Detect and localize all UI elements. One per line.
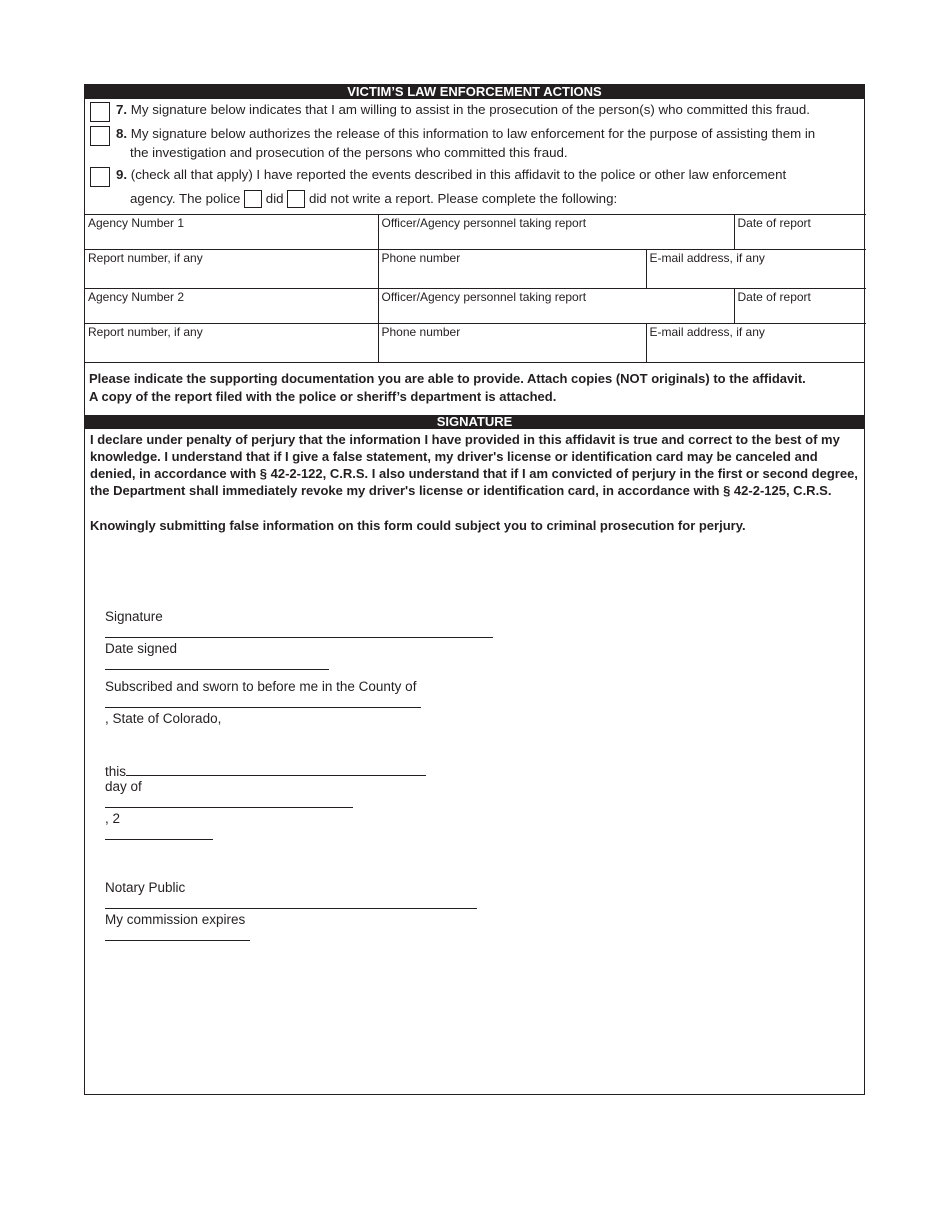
report-number-1-field[interactable] [85, 250, 378, 289]
email-2-field[interactable] [646, 324, 866, 362]
phone-number-2-field[interactable] [378, 324, 646, 362]
phone-number-1-field[interactable] [378, 250, 646, 289]
date-of-report-1-field[interactable] [734, 215, 866, 250]
did-label: did [265, 191, 284, 206]
county-field[interactable] [105, 694, 421, 708]
year-prefix-label: , 2 [105, 811, 121, 826]
phone-number-1-label: Phone number [381, 251, 461, 265]
email-2-label: E-mail address, if any [649, 325, 765, 339]
report-details-table [85, 214, 866, 362]
police-did-checkbox[interactable] [244, 190, 262, 208]
notary-line [90, 865, 856, 959]
item-9-agency-text: agency. The police [130, 191, 241, 206]
item-7-text: My signature below indicates that I am willing to assist in the prosecution of the person(s) who committed this fraud. [130, 102, 810, 117]
agency-number-2-field[interactable] [85, 289, 378, 324]
officer-1-label: Officer/Agency personnel taking report [381, 216, 587, 230]
report-number-2-label: Report number, if any [88, 325, 203, 339]
signature-field[interactable] [105, 624, 493, 638]
officer-2-label: Officer/Agency personnel taking report [381, 290, 587, 304]
agency-number-1-label: Agency Number 1 [88, 216, 185, 230]
officer-1-field[interactable] [378, 215, 734, 250]
year-field[interactable] [105, 826, 213, 840]
state-label: , State of Colorado, [105, 711, 222, 726]
date-signed-label: Date signed [105, 641, 178, 656]
item-9-checkbox[interactable] [90, 167, 110, 187]
month-field[interactable] [105, 794, 353, 808]
table-row [85, 250, 866, 289]
item-9 [85, 165, 864, 214]
item-9-text-line1: (check all that apply) I have reported the events described in this affidavit to the police or other law enforcement [130, 167, 787, 182]
signature-label: Signature [105, 609, 163, 624]
report-number-1-label: Report number, if any [88, 251, 203, 265]
date-of-report-2-label: Date of report [737, 290, 811, 304]
agency-number-2-label: Agency Number 2 [88, 290, 185, 304]
date-of-report-2-field[interactable] [734, 289, 866, 324]
report-number-2-field[interactable] [85, 324, 378, 362]
day-field[interactable] [126, 762, 426, 776]
email-1-field[interactable] [646, 250, 866, 289]
item-7 [85, 99, 864, 123]
note-line-1: Please indicate the supporting documentation you are able to provide. Attach copies (NOT originals) to the affidavit. [89, 370, 806, 386]
signature-header: SIGNATURE [85, 415, 864, 429]
this-label: this [105, 764, 127, 779]
perjury-warning: Knowingly submitting false information on this form could subject you to criminal prosecution for perjury. [90, 517, 746, 533]
date-line [90, 747, 856, 858]
notary-public-field[interactable] [105, 895, 477, 909]
item-8-number: 8. [116, 126, 128, 141]
table-row [85, 215, 866, 250]
item-8-text-line1: My signature below authorizes the release of this information to law enforcement for the purpose of assisting them in [130, 126, 816, 141]
item-7-checkbox[interactable] [90, 102, 110, 122]
supporting-documentation-note [85, 362, 864, 415]
item-8 [85, 123, 864, 165]
table-row [85, 289, 866, 324]
item-8-text-line2: the investigation and prosecution of the persons who committed this fraud. [130, 145, 568, 160]
item-8-checkbox[interactable] [90, 126, 110, 146]
law-enforcement-header: VICTIM’S LAW ENFORCEMENT ACTIONS [85, 85, 864, 99]
commission-expires-field[interactable] [105, 927, 250, 941]
sworn-line [90, 664, 856, 741]
perjury-declaration: I declare under penalty of perjury that the information I have provided in this affidavit is true and correct to the best of my knowledge. I understand that if I give a false statement, my driver's license or identification card may be canceled and denied, in accordance with § 42-2-122, C.R.S. I also understand that if I am convicted of perjury in the first or second degree, the Department shall immediately revoke my driver's license or identification card, in accordance with § 42-2-125, C.R.S. [90, 431, 858, 498]
notary-public-label: Notary Public [105, 880, 186, 895]
note-line-2: A copy of the report filed with the police or sheriff’s department is attached. [89, 388, 557, 404]
date-of-report-1-label: Date of report [737, 216, 811, 230]
agency-number-1-field[interactable] [85, 215, 378, 250]
item-7-number: 7. [116, 102, 128, 117]
phone-number-2-label: Phone number [381, 325, 461, 339]
item-9-number: 9. [116, 167, 128, 182]
day-of-label: day of [105, 779, 142, 794]
commission-expires-label: My commission expires [105, 912, 246, 927]
police-did-not-checkbox[interactable] [287, 190, 305, 208]
affidavit-form [84, 84, 865, 1095]
sworn-label: Subscribed and sworn to before me in the County of [105, 679, 417, 694]
officer-2-field[interactable] [378, 289, 734, 324]
table-row [85, 324, 866, 362]
email-1-label: E-mail address, if any [649, 251, 765, 265]
did-not-label: did not write a report. Please complete the following: [308, 191, 618, 206]
